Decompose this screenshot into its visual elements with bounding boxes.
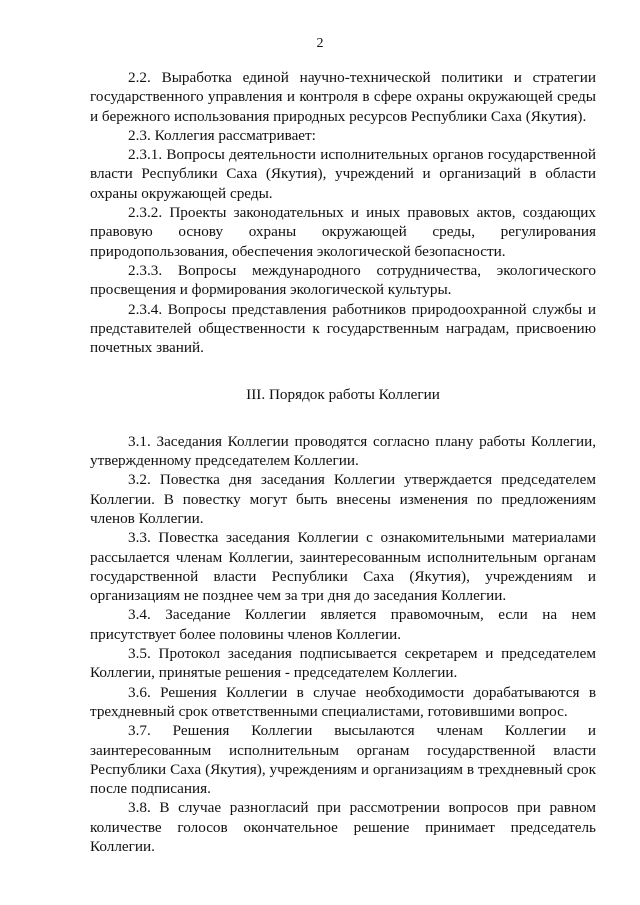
paragraph-3-3: 3.3. Повестка заседания Коллегии с ознакомительными материалами рассылается членам Коллегии, заинтересованным исполнительным органам государственной власти Республики Саха (Якутия), учреждениям и организациям не позднее чем за три дня до заседания Коллегии. — [90, 529, 596, 605]
section-heading: III. Порядок работы Коллегии — [246, 386, 440, 404]
paragraph-2-3-2: 2.3.2. Проекты законодательных и иных правовых актов, создающих правовую основу охраны окружающей среды, регулирования природопользования, обеспечения экологической безопасности. — [90, 204, 596, 260]
paragraph-3-1: 3.1. Заседания Коллегии проводятся согласно плану работы Коллегии, утвержденному председателем Коллегии. — [90, 432, 596, 470]
paragraph-2-3: 2.3. Коллегия рассматривает: — [128, 126, 316, 144]
paragraph-3-4: 3.4. Заседание Коллегии является правомочным, если на нем присутствует более половины членов Коллегии. — [90, 606, 596, 643]
paragraph-3-7: 3.7. Решения Коллегии высылаются членам Коллегии и заинтересованным исполнительным органам государственной власти Республики Саха (Якутия), учреждениям и организациям в трехдневный срок после подписания. — [90, 722, 596, 798]
paragraph-2-3-4: 2.3.4. Вопросы представления работников природоохранной службы и представителей общественности к государственным наградам, присвоению почетных званий. — [90, 300, 596, 357]
paragraph-3-8: 3.8. В случае разногласий при рассмотрении вопросов при равном количестве голосов окончательное решение принимает председатель Коллегии. — [90, 799, 596, 855]
page-number: 2 — [316, 36, 324, 51]
paragraph-2-2: 2.2. Выработка единой научно-технической политики и стратегии государственного управления и контроля в сфере охраны окружающей среды и бережного использования природных ресурсов Республики Саха (Якутия). — [90, 69, 596, 125]
paragraph-2-3-3: 2.3.3. Вопросы международного сотрудничества, экологического просвещения и формирования экологической культуры. — [90, 261, 596, 299]
paragraph-3-6: 3.6. Решения Коллегии в случае необходимости дорабатываются в трехдневный срок ответственными специалистами, готовившими вопрос. — [90, 683, 596, 720]
paragraph-2-3-1: 2.3.1. Вопросы деятельности исполнительных органов государственной власти Республики Саха (Якутия), учреждений и организаций в области охраны окружающей среды. — [90, 146, 596, 202]
document-body — [90, 68, 596, 856]
paragraph-3-2: 3.2. Повестка дня заседания Коллегии утверждается председателем Коллегии. В повестку могут быть внесены изменения по предложениям членов Коллегии. — [90, 471, 596, 527]
paragraph-3-5: 3.5. Протокол заседания подписывается секретарем и председателем Коллегии, принятые решения - председателем Коллегии. — [90, 645, 596, 682]
